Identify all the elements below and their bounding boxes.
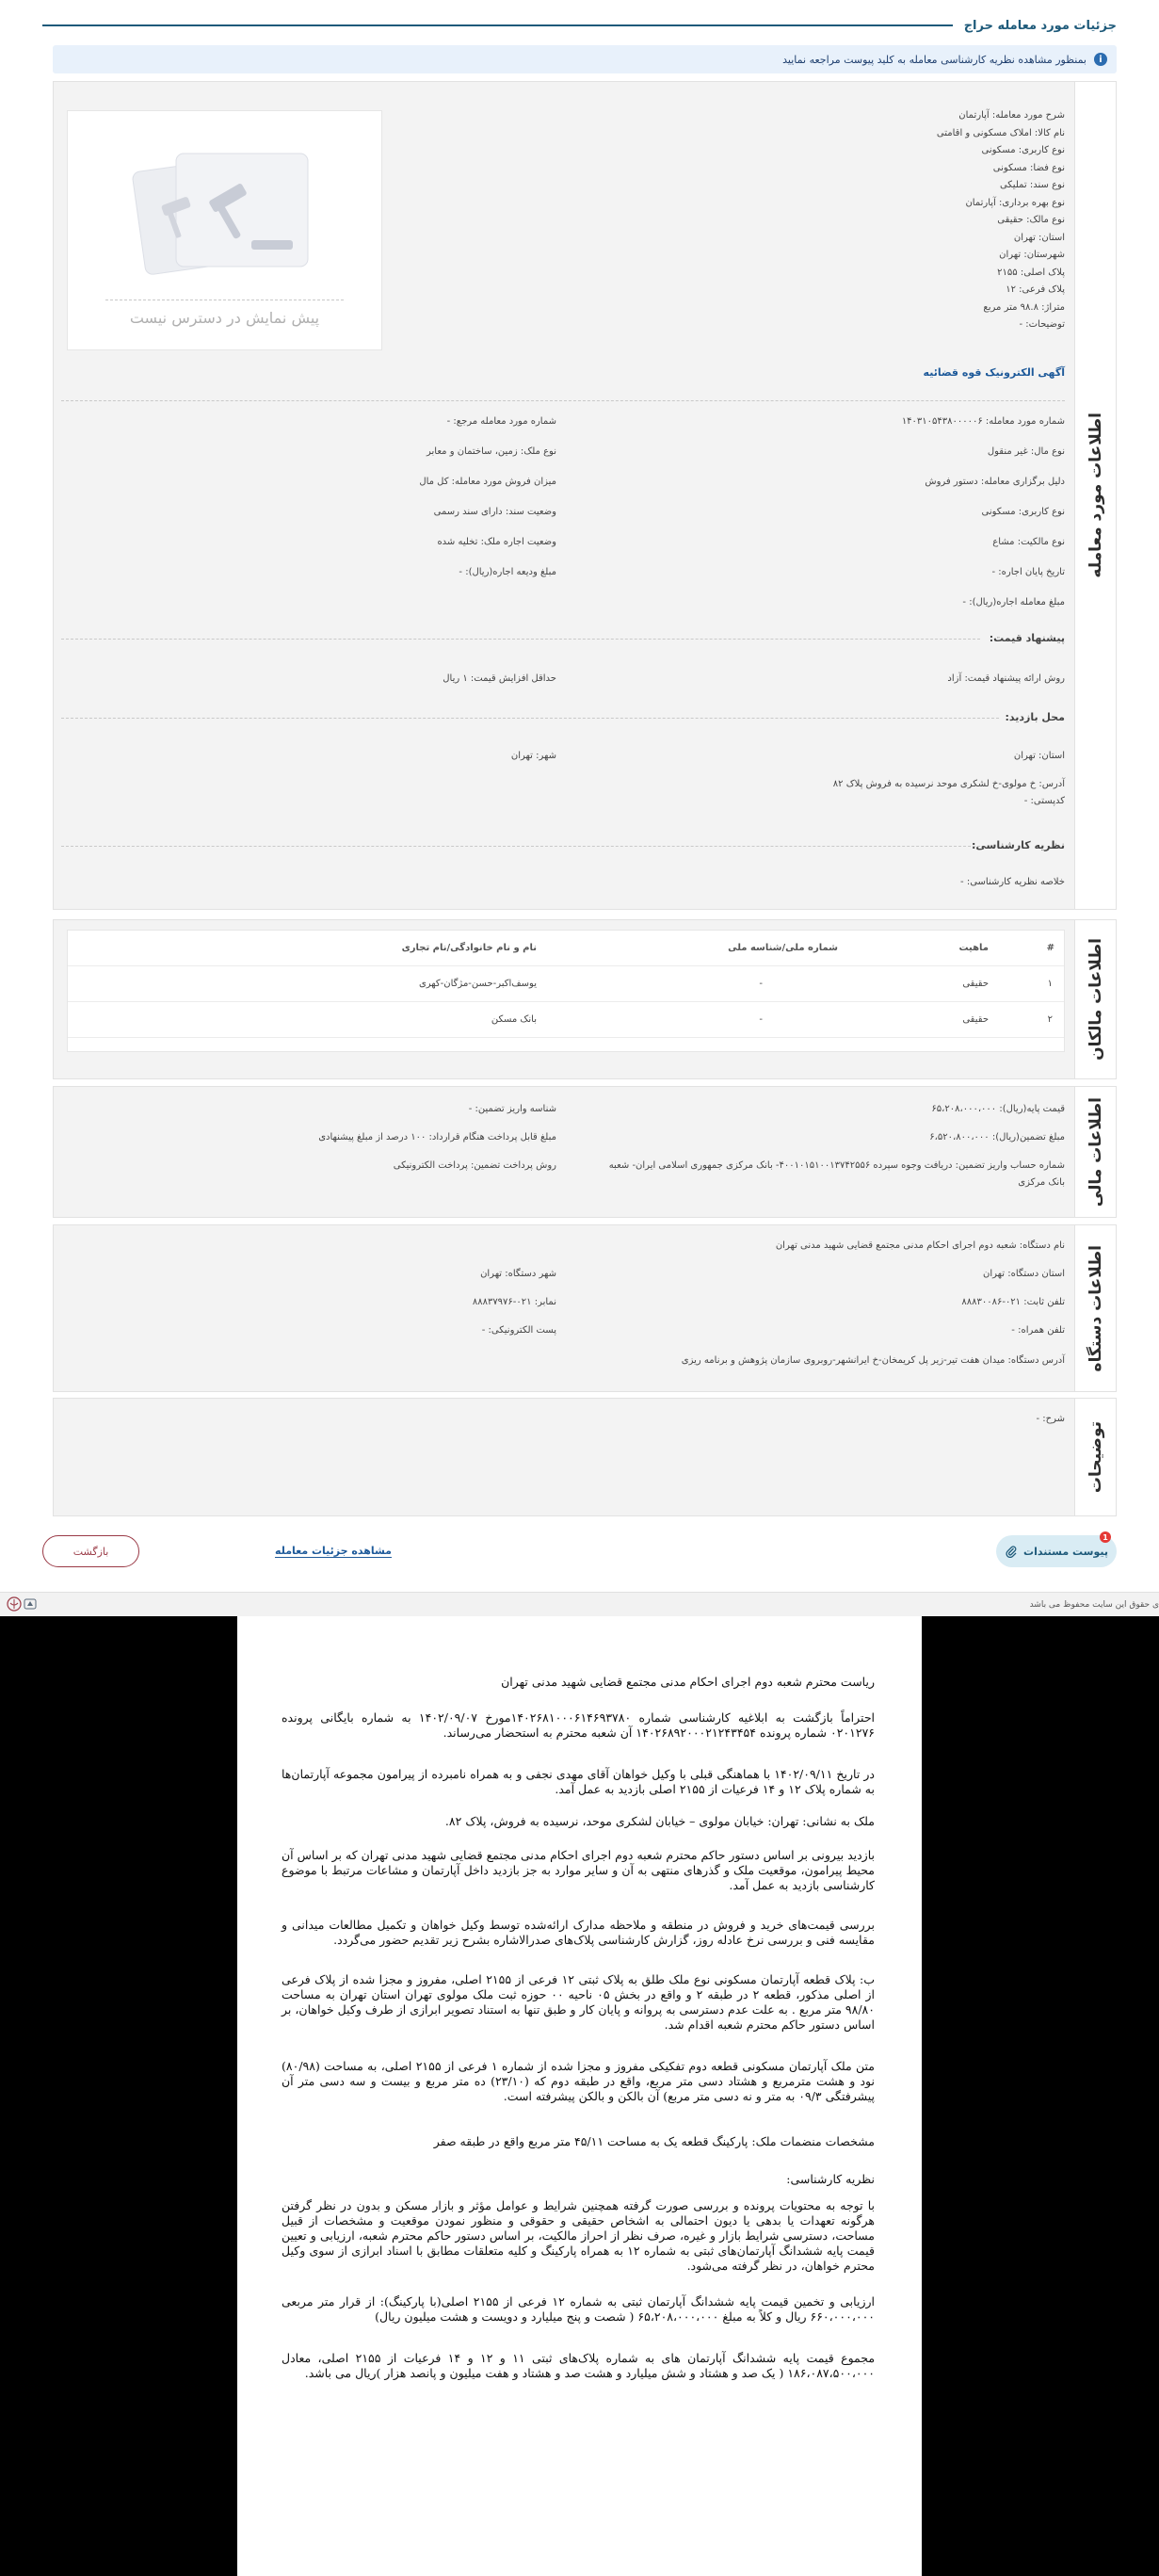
gavel-placeholder-icon: [120, 135, 327, 295]
deal-field: شماره مورد معامله مرجع: -: [446, 416, 556, 427]
deal-info-section: [53, 81, 1117, 910]
deal-info-tab: اطلاعات مورد معامله: [1074, 82, 1116, 909]
deal-field: میزان فروش مورد معامله: کل مال: [419, 477, 556, 487]
column-header: ماهیت: [958, 943, 989, 953]
divider: [61, 400, 1065, 401]
owner-name: یوسف‌اکبر-حسن‌-مژگان-کهری: [418, 979, 537, 989]
device-fax: نمابر: ۰۲۱-۸۸۸۳۷۹۷۶: [472, 1297, 556, 1307]
deal-field: نوع مالکیت: مشاع: [992, 537, 1065, 547]
divider: [61, 639, 980, 640]
base-price: قیمت پایه(ریال): ۶۵،۲۰۸،۰۰۰،۰۰۰: [931, 1104, 1065, 1114]
document-paragraph: متن ملک آپارتمان مسکونی قطعه دوم تفکیکی مفروز و مجزا شده از شماره ۱ فرعی از ۲۱۵۵ اصلی، به مساحت (۸۰/۹۸) نود و هشت مترمربع و هشتاد دسی متر مربع، واقع در طبقه دوم که (۲۳/۱۰) ده متر مربع و بیست و سه دسی متر آن پیشرفتگی ۰۹/۳ به متر و نه دسی متر مربع) آن بالکن و بالکن پیشرفته است.: [282, 2059, 876, 2103]
deal-property: نوع فضا: مسکونی: [992, 162, 1065, 173]
document-paragraph: بررسی قیمت‌های خرید و فروش در منطقه و ملاحظه مدارک ارائه‌شده توسط وکیل خواهان و تکمیل مطالعات میدانی و مقایسه فنی و بررسی نرخ عادله روز، گزارش کارشناسی پلاک‌های صدرالاشاره بشرح زیر تقدیم حضور می‌گردد.: [282, 1918, 875, 1947]
description-section: [53, 1398, 1117, 1516]
document-paragraph: مجموع قیمت پایه ششدانگ آپارتمان های به شماره پلاک‌های ثبتی ۱۱ و ۱۲ و ۱۴ فرعیات از ۲۱۵۵ اصلی، معادل ۱۸۶،۰۸۷،۵۰۰،۰۰۰ ( یک صد و هشتاد و شش میلیارد و هشت صد و هشتاد و هفت میلیون و پانصد هزار )ریال می باشد.: [282, 2351, 876, 2380]
expert-summary: خلاصه نظریه کارشناسی: -: [960, 877, 1065, 887]
owner-national-id: -: [759, 979, 763, 989]
document-paragraph: با توجه به محتویات پرونده و بررسی صورت گرفته همچنین شرایط و عوامل مؤثر و بازار مسکن و بدون در نظر گرفتن هرگونه تعهدات یا بدهی یا دیون احتمالی به اشخاص حقیقی و حقوقی و منظور نمودن موقعیت و مشخصات از قبیل مساحت، دسترسی شرایط بازار و غیره، صرف نظر از احراز مالکیت، بر اساس دستور حاکم محترم شعبه، ارزیابی و تعیین قیمت پایه ششدانگ آپارتمان‌های ثبتی به شماره ۱۲ به همراه پارکینگ و کلیه متعلقات مطابق با اسناد ابرازی از سوی وکیل محترم خواهان، در نظر گرفته می‌شود.: [282, 2198, 875, 2273]
owners-tab: اطلاعات مالکان: [1074, 920, 1116, 1078]
deal-field: نوع مال: غیر منقول: [987, 446, 1065, 457]
image-preview: [67, 110, 382, 350]
device-city: شهر دستگاه: تهران: [480, 1269, 556, 1279]
description-tab: توضیحات: [1074, 1399, 1116, 1515]
visit-heading: محل بازدید:: [1005, 711, 1065, 723]
table-row: [68, 1002, 1064, 1038]
device-content: [61, 1225, 1065, 1391]
visit-province: استان: تهران: [1013, 751, 1065, 761]
document-paragraph: ملک به نشانی: تهران: خیابان مولوی – خیابان لشکری موحد، نرسیده به فروش، پلاک ۸۲.: [444, 1814, 875, 1828]
judiciary-logo-icon: [23, 1596, 38, 1612]
document-paragraph: مشخصات منضمات ملک: پارکینگ قطعه یک به مساحت ۴۵/۱۱ متر مربع واقع در طبقه صفر: [433, 2134, 875, 2148]
deal-property: پلاک فرعی: ۱۲: [1006, 284, 1065, 295]
finance-tab: اطلاعات مالی: [1074, 1087, 1116, 1217]
preview-unavailable-text: پیش نمایش در دسترس نیست: [129, 309, 320, 327]
offer-method: روش ارائه پیشنهاد قیمت: آزاد: [947, 673, 1065, 684]
row-index: ۲: [1047, 1014, 1053, 1025]
finance-content: [61, 1087, 1065, 1217]
deal-property: پلاک اصلی: ۲۱۵۵: [997, 267, 1065, 278]
payable-amount: مبلغ قابل پرداخت هنگام قرارداد: ۱۰۰ درصد از مبلغ پیشنهادی: [318, 1132, 556, 1142]
description-text: شرح: -: [1036, 1414, 1065, 1424]
visit-address: آدرس: خ مولوی-خ لشکری موحد نرسیده به فروش پلاک ۸۲: [832, 779, 1065, 789]
column-header: #: [1046, 943, 1054, 953]
table-row: [68, 966, 1064, 1002]
guarantee-account-line2: بانک مرکزی: [1018, 1177, 1065, 1188]
device-province: استان دستگاه: تهران: [983, 1269, 1065, 1279]
device-address: آدرس دستگاه: میدان هفت تیر-زیر پل کریمخان-خ ایرانشهر-روبروی سازمان پژوهش و برنامه ریزی: [681, 1355, 1065, 1366]
deal-field: نوع کاربری: مسکونی: [981, 507, 1065, 517]
owners-content: [61, 920, 1065, 1078]
attach-documents-label: پیوست مستندات: [1023, 1545, 1108, 1558]
document-paragraph: نظریه کارشناسی:: [786, 2172, 875, 2186]
column-header: نام و نام خانوادگی/نام تجاری: [401, 943, 537, 953]
deal-property: نوع کاربری: مسکونی: [981, 145, 1065, 155]
emblem-icon: [6, 1596, 23, 1612]
deal-field: تاریخ پایان اجاره: -: [991, 567, 1065, 577]
deal-property: متراژ: ۹۸.۸ متر مربع: [983, 301, 1065, 313]
owner-type: حقیقی: [962, 979, 989, 989]
owner-national-id: -: [759, 1014, 763, 1025]
deal-property: شهرستان: تهران: [999, 250, 1065, 260]
deal-field: وضعیت سند: دارای سند رسمی: [433, 507, 556, 517]
page-header: [42, 13, 1117, 38]
deal-property: نوع بهره برداری: آپارتمان: [965, 197, 1065, 208]
device-tab: اطلاعات دستگاه: [1074, 1225, 1116, 1391]
deal-field: مبلغ ودیعه اجاره(ریال): -: [459, 567, 556, 577]
device-name: نام دستگاه: شعبه دوم اجرای احکام مدنی مجتمع قضایی شهید مدنی تهران: [775, 1240, 1065, 1251]
owners-table: [67, 930, 1065, 1052]
site-footer: [0, 1592, 1159, 1616]
info-icon: i: [1094, 53, 1107, 66]
device-phone: تلفن ثابت: ۰۲۱-۸۸۸۳۰۰۸۶: [961, 1297, 1065, 1307]
attach-documents-button[interactable]: [996, 1532, 1117, 1567]
table-header-row: [68, 931, 1064, 966]
back-button[interactable]: بازگشت: [42, 1535, 139, 1567]
deal-property: نوع مالک: حقیقی: [997, 215, 1065, 225]
guarantee-account: شماره حساب واریز تضمین: دریافت وجوه سپرده ۴۰۰۱۰۱۵۱۰۰۱۳۷۴۲۵۵۶- بانک مرکزی جمهوری اسلامی ایران- شعبه: [608, 1160, 1065, 1171]
judiciary-ad-link[interactable]: آگهی الکترونیک قوه قضائیه: [923, 366, 1065, 379]
info-notice-text: بمنظور مشاهده نظریه کارشناسی معامله به کلید پیوست مراجعه نمایید: [782, 53, 1087, 66]
paperclip-icon: [1005, 1545, 1018, 1558]
device-mobile: تلفن همراه: -: [1011, 1325, 1065, 1336]
deal-info-content: [61, 82, 1065, 909]
deal-field: مبلغ معامله اجاره(ریال): -: [962, 597, 1065, 608]
view-deal-details-link[interactable]: مشاهده جزئیات معامله: [275, 1545, 392, 1557]
page-title: جزئیات مورد معامله حراج: [963, 18, 1117, 33]
header-divider: [42, 24, 953, 26]
deal-field: وضعیت اجاره ملک: تخلیه شده: [437, 537, 556, 547]
document-viewer[interactable]: [0, 1616, 1159, 2576]
document-paragraph: در تاریخ ۱۴۰۲/۰۹/۱۱ با هماهنگی قبلی با وکیل خواهان آقای مهدی نجفی و به همراه نامبرده از پیرامون مجموعه آپارتمان‌ها به شماره پلاک ۱۲ و ۱۴ فرعیات از ۲۱۵۵ اصلی بازدید به عمل آمد.: [282, 1767, 876, 1796]
deal-property: استان: تهران: [1013, 232, 1065, 243]
offer-min-increase: حداقل افزایش قیمت: ۱ ریال: [443, 673, 556, 684]
payment-method: روش پرداخت تضمین: پرداخت الکترونیکی: [393, 1160, 556, 1171]
row-index: ۱: [1047, 979, 1053, 989]
action-bar: [42, 1533, 1117, 1571]
device-section: [53, 1224, 1117, 1392]
deal-field: دلیل برگزاری معامله: دستور فروش: [925, 477, 1065, 487]
document-paragraph: بازدید بیرونی بر اساس دستور حاکم محترم شعبه دوم اجرای احکام مدنی مجتمع قضایی شهید مدنی تهران که بر اساس آن محیط پیرامون، موقعیت ملک و گذرهای منتهی به آن و سایر موارد به جز بازدید داخل آپارتمان و مشاعات مرتبط با موضوع کارشناسی بازدید به عمل آمد.: [282, 1848, 875, 1892]
deal-property: توضیحات: -: [1019, 319, 1065, 330]
guarantee-amount: مبلغ تضمین(ریال): ۶،۵۲۰،۸۰۰،۰۰۰: [929, 1132, 1065, 1142]
column-header: شماره ملی/شناسه ملی: [728, 943, 838, 953]
document-paragraph: ارزیابی و تخمین قیمت پایه ششدانگ آپارتمان ثبتی به شماره ۱۲ فرعی از ۲۱۵۵ اصلی(با پارکینگ): از قرار متر مربعی ۶۶۰،۰۰۰،۰۰۰ ریال و کلاً به مبلغ ۶۵،۲۰۸،۰۰۰،۰۰۰ ( شصت و پنج میلیارد و دویست و هشت میلیون ریال): [282, 2294, 875, 2324]
attachment-count-badge: 1: [1100, 1531, 1111, 1543]
divider: [61, 718, 999, 719]
description-content: [61, 1399, 1065, 1515]
owner-type: حقیقی: [962, 1014, 989, 1025]
document-paragraph: ب: پلاک قطعه آپارتمان مسکونی نوع ملک طلق به پلاک ثبتی ۱۲ فرعی از ۲۱۵۵ اصلی، مفروز و مجزا شده از پلاک فرعی از اصلی مذکور، قطعه ۲ در طبقه ۲ و واقع در بخش ۰۵ ناحیه ۰۰ حوزه ثبت ملک مولوی تهران استان تهران به مساحت ۹۸/۸۰ متر مربع . به علت عدم دسترسی به پروانه و پایان کار و طبق تنها به استناد تصویر ابرازی از طرف وکیل خواهان، بر اساس دستور حاکم محترم شعبه اقدام شد.: [282, 1972, 875, 2032]
visit-postal-code: کدپستی: -: [1023, 796, 1065, 806]
document-page: [237, 1616, 922, 2576]
visit-city: شهر: تهران: [510, 751, 556, 761]
document-paragraph: احتراماً بازگشت به ابلاغیه کارشناسی شماره ۱۴۰۲۶۸۱۰۰۰۶۱۴۶۹۳۷۸۰مورخ ۱۴۰۲/۰۹/۰۷ به شماره بایگانی پرونده ۰۲۰۱۲۷۶ شماره پرونده ۱۴۰۲۶۸۹۲۰۰۰۲۱۲۴۳۴۵۴ آن شعبه محترم به استحضار می‌رساند.: [282, 1710, 876, 1740]
divider: [61, 846, 980, 847]
deal-property: نام کالا: املاک مسکونی و اقامتی: [936, 127, 1065, 138]
document-paragraph: ریاست محترم شعبه دوم اجرای احکام مدنی مجتمع قضایی شهید مدنی تهران: [501, 1675, 875, 1689]
device-email: پست الکترونیکی: -: [481, 1325, 556, 1336]
owner-name: بانک مسکن: [491, 1014, 537, 1025]
deal-field: نوع ملک: زمین، ساختمان و معابر: [427, 446, 556, 457]
info-notice: [53, 45, 1117, 73]
deal-property: نوع سند: تملیکی: [999, 180, 1065, 190]
deal-field: شماره مورد معامله: ۱۴۰۳۱۰۵۴۳۸۰۰۰۰۰۶: [901, 416, 1065, 427]
copyright-text: ی حقوق این سایت محفوظ می باشد: [1029, 1600, 1159, 1610]
offer-heading: پیشنهاد قیمت:: [989, 632, 1065, 644]
deposit-id: شناسه واریز تضمین: -: [468, 1104, 556, 1114]
owners-section: [53, 919, 1117, 1079]
finance-section: [53, 1086, 1117, 1218]
expert-heading: نظریه کارشناسی:: [972, 839, 1065, 851]
deal-property: شرح مورد معامله: آپارتمان: [958, 110, 1065, 121]
